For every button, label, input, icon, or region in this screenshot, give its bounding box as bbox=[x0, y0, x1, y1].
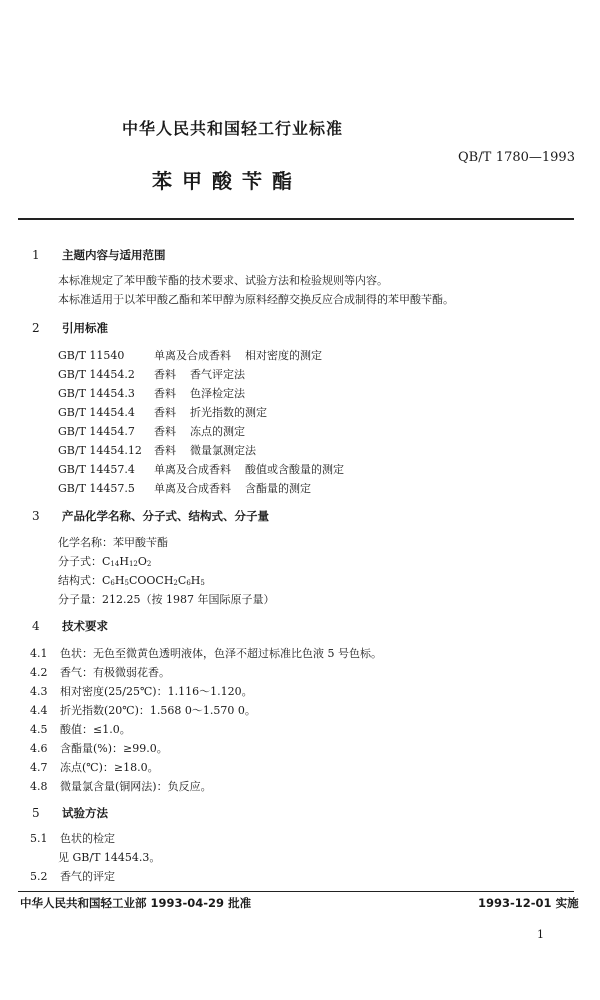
requirement-item bbox=[30, 683, 253, 699]
clause-text: 酸值：≤1.0。 bbox=[60, 723, 131, 736]
reference-code: GB/T 14457.4 bbox=[58, 463, 135, 476]
subsection-heading bbox=[30, 868, 115, 884]
reference-category: 单离及合成香料 bbox=[154, 482, 231, 495]
clause-number: 4.3 bbox=[30, 685, 48, 698]
molecular-weight: 分子量：212.25（按 1987 年国际原子量） bbox=[58, 593, 275, 606]
clause-number: 4.7 bbox=[30, 761, 48, 774]
section-number: 3 bbox=[32, 509, 40, 523]
subsection-text: 见 GB/T 14454.3。 bbox=[58, 851, 161, 864]
implementation-date: 1993-12-01 实施 bbox=[478, 896, 579, 910]
reference-name: 色泽检定法 bbox=[190, 387, 245, 400]
clause-text: 香气的评定 bbox=[60, 870, 115, 883]
reference-code: GB/T 14454.2 bbox=[58, 368, 135, 381]
clause-text: 香气：有极微弱花香。 bbox=[60, 666, 170, 679]
header-divider bbox=[18, 218, 574, 220]
issuer-heading: 中华人民共和国轻工行业标准 bbox=[122, 119, 344, 138]
reference-code: GB/T 14457.5 bbox=[58, 482, 135, 495]
section-5-heading bbox=[32, 805, 108, 821]
standard-code-number: 1780—1993 bbox=[495, 150, 575, 165]
clause-text: 相对密度(25/25℃)：1.116～1.120。 bbox=[60, 685, 253, 698]
chemical-name: 化学名称：苯甲酸苄酯 bbox=[58, 536, 168, 549]
clause-text: 微量氯含量(铜网法)：负反应。 bbox=[60, 780, 212, 793]
document-title: 苯甲酸苄酯 bbox=[152, 169, 302, 193]
requirement-item bbox=[30, 645, 382, 661]
section-2-heading bbox=[32, 320, 108, 336]
standard-code bbox=[458, 150, 575, 165]
section-title: 试验方法 bbox=[62, 806, 108, 820]
reference-category: 单离及合成香料 bbox=[154, 463, 231, 476]
clause-number: 4.5 bbox=[30, 723, 48, 736]
approval-line: 中华人民共和国轻工业部 1993-04-29 批准 bbox=[20, 896, 252, 910]
reference-item bbox=[58, 404, 267, 420]
clause-number: 4.6 bbox=[30, 742, 48, 755]
reference-item bbox=[58, 347, 322, 363]
clause-text: 冻点(℃)：≥18.0。 bbox=[60, 761, 159, 774]
reference-item bbox=[58, 480, 311, 496]
reference-code: GB/T 11540 bbox=[58, 349, 125, 362]
requirement-item bbox=[30, 759, 159, 775]
page-number: 1 bbox=[537, 928, 544, 941]
section-4-heading bbox=[32, 618, 108, 634]
reference-item bbox=[58, 366, 245, 382]
section-3-heading bbox=[32, 508, 269, 524]
molecular-formula: 分子式：$C_{14}H_{12}O_2$ bbox=[58, 555, 152, 568]
footer-divider bbox=[18, 891, 574, 892]
requirement-item bbox=[30, 721, 131, 737]
reference-name: 相对密度的测定 bbox=[245, 349, 322, 362]
reference-name: 含酯量的测定 bbox=[245, 482, 311, 495]
reference-category: 香料 bbox=[154, 368, 176, 381]
clause-text: 折光指数(20℃)：1.568 0～1.570 0。 bbox=[60, 704, 256, 717]
section-1-heading bbox=[32, 247, 166, 263]
section-number: 1 bbox=[32, 248, 40, 262]
section-title: 技术要求 bbox=[62, 619, 108, 633]
reference-item bbox=[58, 442, 256, 458]
reference-code: GB/T 14454.3 bbox=[58, 387, 135, 400]
reference-category: 单离及合成香料 bbox=[154, 349, 231, 362]
reference-name: 香气评定法 bbox=[190, 368, 245, 381]
reference-item bbox=[58, 385, 245, 401]
reference-category: 香料 bbox=[154, 387, 176, 400]
reference-category: 香料 bbox=[154, 406, 176, 419]
reference-category: 香料 bbox=[154, 425, 176, 438]
section-1-paragraph: 本标准适用于以苯甲酸乙酯和苯甲醇为原料经醇交换反应合成制得的苯甲酸苄酯。 bbox=[58, 293, 454, 306]
reference-item bbox=[58, 461, 344, 477]
reference-name: 微量氯测定法 bbox=[190, 444, 256, 457]
section-title: 产品化学名称、分子式、结构式、分子量 bbox=[62, 509, 269, 523]
reference-code: GB/T 14454.7 bbox=[58, 425, 135, 438]
clause-number: 4.1 bbox=[30, 647, 48, 660]
standard-code-prefix: QB/T bbox=[458, 150, 492, 165]
reference-name: 酸值或含酸量的测定 bbox=[245, 463, 344, 476]
clause-number: 5.2 bbox=[30, 870, 48, 883]
reference-code: GB/T 14454.12 bbox=[58, 444, 142, 457]
section-1-paragraph: 本标准规定了苯甲酸苄酯的技术要求、试验方法和检验规则等内容。 bbox=[58, 274, 388, 287]
clause-number: 5.1 bbox=[30, 832, 48, 845]
reference-code: GB/T 14454.4 bbox=[58, 406, 135, 419]
clause-text: 色状：无色至微黄色透明液体，色泽不超过标准比色液 5 号色标。 bbox=[60, 647, 382, 660]
clause-number: 4.2 bbox=[30, 666, 48, 679]
clause-text: 色状的检定 bbox=[60, 832, 115, 845]
section-number: 5 bbox=[32, 806, 40, 820]
reference-name: 折光指数的测定 bbox=[190, 406, 267, 419]
section-title: 引用标准 bbox=[62, 321, 108, 335]
requirement-item bbox=[30, 740, 168, 756]
clause-text: 含酯量(%)：≥99.0。 bbox=[60, 742, 168, 755]
section-number: 2 bbox=[32, 321, 40, 335]
requirement-item bbox=[30, 778, 212, 794]
section-title: 主题内容与适用范围 bbox=[62, 248, 166, 262]
clause-number: 4.4 bbox=[30, 704, 48, 717]
clause-number: 4.8 bbox=[30, 780, 48, 793]
requirement-item bbox=[30, 702, 256, 718]
section-number: 4 bbox=[32, 619, 40, 633]
requirement-item bbox=[30, 664, 170, 680]
structural-formula: 结构式：$C_6H_5COOCH_2C_6H_5$ bbox=[58, 574, 205, 587]
reference-item bbox=[58, 423, 245, 439]
reference-name: 冻点的测定 bbox=[190, 425, 245, 438]
reference-category: 香料 bbox=[154, 444, 176, 457]
subsection-heading bbox=[30, 830, 115, 846]
